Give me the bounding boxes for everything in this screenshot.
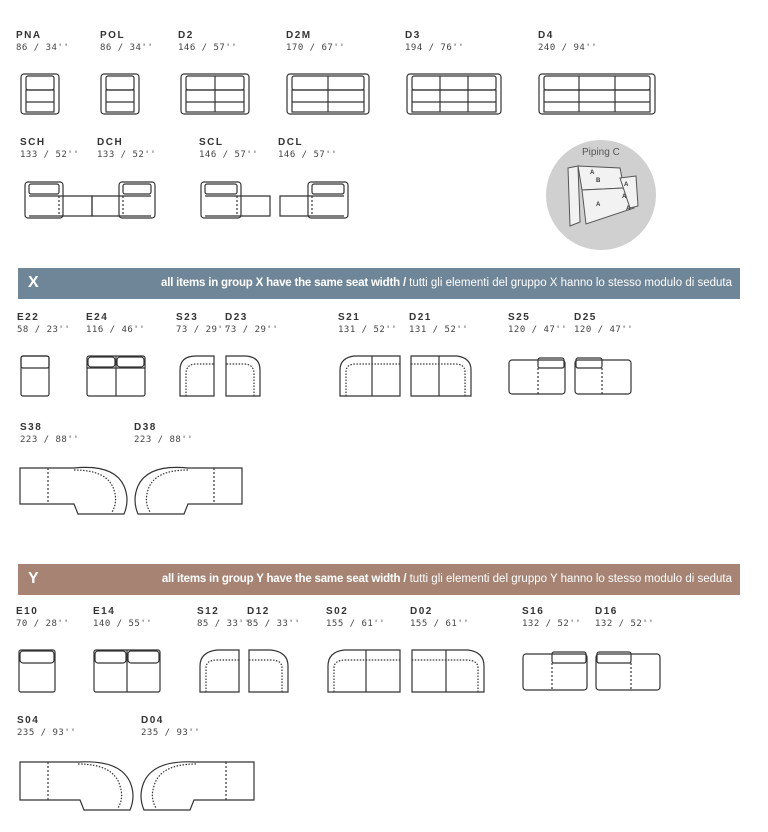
item-code: PNA [16,30,42,41]
item-d02 [410,606,469,630]
piping-label-a: A [626,206,631,212]
item-code: D38 [134,422,157,433]
item-code: SCH [20,137,46,148]
chaise-sch-dch-drawing [24,180,156,220]
group-description-normal: tutti gli elementi del gruppo Y hanno lo stesso modulo di seduta [406,573,732,585]
module-d12-drawing [247,648,291,694]
group-letter: X [28,274,39,291]
piping-title: Piping C [582,147,620,158]
item-dimension: 120 / 47'' [574,325,634,335]
piping-armchair-sketch [564,162,640,234]
piping-label-a: A [596,202,601,208]
item-s21 [338,312,397,336]
item-s12 [197,606,250,630]
item-code: DCL [278,137,304,148]
module-d21-drawing [409,354,473,398]
item-code: S25 [508,312,531,323]
sofa-d2m-drawing [286,72,370,116]
piping-label-a: A [622,194,627,200]
item-dimension: 73 / 29'' [225,325,279,335]
item-code: S23 [176,312,199,323]
sofa-d3-drawing [406,72,502,116]
group-y-header [18,564,740,595]
item-dcl [278,137,337,161]
item-code: D04 [141,715,164,726]
item-dimension: 86 / 34'' [16,43,70,53]
module-s21-drawing [338,354,402,398]
item-dimension: 85 / 33'' [197,619,251,629]
piping-detail-circle [546,140,656,250]
piping-label-b: B [596,178,601,184]
item-s38 [20,422,79,446]
piping-label-a: A [624,182,629,188]
item-d04 [141,715,200,739]
item-e22 [17,312,70,336]
item-dimension: 73 / 29'' [176,325,230,335]
item-pna [16,30,69,54]
item-code: D2M [286,30,312,41]
item-dimension: 133 / 52'' [20,150,80,160]
module-e22-drawing [20,354,50,398]
item-code: D4 [538,30,554,41]
item-code: S16 [522,606,545,617]
group-x-header [18,268,740,299]
item-code: D21 [409,312,432,323]
group-description-bold: all items in group X have the same seat width / [161,277,406,289]
item-dimension: 116 / 46'' [86,325,146,335]
module-e24-drawing [86,354,146,398]
item-d25 [574,312,633,336]
item-dimension: 146 / 57'' [278,150,338,160]
group-description [161,277,732,289]
module-d23-drawing [224,354,264,398]
item-code: S04 [17,715,40,726]
item-dimension: 85 / 33'' [247,619,301,629]
item-sch [20,137,79,161]
sofa-d4-drawing [538,72,656,116]
item-s16 [522,606,581,630]
armchair-pol-drawing [100,72,140,116]
item-dimension: 140 / 55'' [93,619,153,629]
item-d12 [247,606,300,630]
module-d02-drawing [410,648,486,694]
item-scl [199,137,258,161]
item-code: D3 [405,30,421,41]
item-dimension: 235 / 93'' [17,728,77,738]
item-dimension: 132 / 52'' [595,619,655,629]
item-code: E14 [93,606,116,617]
item-s02 [326,606,385,630]
item-dimension: 240 / 94'' [538,43,598,53]
module-s16-drawing [522,650,588,692]
group-letter: Y [28,570,39,587]
item-dimension: 86 / 34'' [100,43,154,53]
module-s12-drawing [197,648,241,694]
item-d2m [286,30,345,54]
item-d3 [405,30,464,54]
item-d23 [225,312,278,336]
module-s25-drawing [508,356,566,396]
item-dimension: 132 / 52'' [522,619,582,629]
item-dimension: 223 / 88'' [134,435,194,445]
item-code: S02 [326,606,349,617]
item-code: POL [100,30,126,41]
item-dimension: 146 / 57'' [199,150,259,160]
group-description-bold: all items in group Y have the same seat width / [161,573,407,585]
item-code: S12 [197,606,220,617]
item-e14 [93,606,152,630]
corner-s04-d04-drawing [18,756,256,814]
item-code: E22 [17,312,40,323]
item-s04 [17,715,76,739]
item-dch [97,137,156,161]
item-s23 [176,312,229,336]
item-code: D16 [595,606,618,617]
sofa-d2-drawing [180,72,250,116]
group-description-normal: tutti gli elementi del gruppo X hanno lo stesso modulo di seduta [405,277,732,289]
item-pol [100,30,153,54]
module-s02-drawing [326,648,402,694]
item-dimension: 131 / 52'' [338,325,398,335]
item-dimension: 70 / 28'' [16,619,70,629]
item-code: D25 [574,312,597,323]
item-dimension: 131 / 52'' [409,325,469,335]
item-d16 [595,606,654,630]
module-d25-drawing [574,356,632,396]
item-code: E24 [86,312,109,323]
item-code: D12 [247,606,270,617]
module-e10-drawing [18,648,56,694]
item-d21 [409,312,468,336]
item-dimension: 170 / 67'' [286,43,346,53]
module-s23-drawing [176,354,216,398]
item-d38 [134,422,193,446]
item-dimension: 155 / 61'' [326,619,386,629]
item-e10 [16,606,69,630]
item-dimension: 133 / 52'' [97,150,157,160]
module-d16-drawing [595,650,661,692]
item-dimension: 146 / 57'' [178,43,238,53]
item-dimension: 223 / 88'' [20,435,80,445]
item-code: S21 [338,312,361,323]
module-e14-drawing [93,648,161,694]
piping-label-a: A [590,170,595,176]
corner-s38-d38-drawing [18,460,244,518]
item-code: D23 [225,312,248,323]
item-dimension: 235 / 93'' [141,728,201,738]
item-code: S38 [20,422,43,433]
item-code: SCL [199,137,224,148]
item-code: D2 [178,30,194,41]
group-description [162,573,732,585]
item-dimension: 194 / 76'' [405,43,465,53]
item-dimension: 58 / 23'' [17,325,71,335]
item-code: D02 [410,606,433,617]
item-s25 [508,312,567,336]
item-code: E10 [16,606,39,617]
chaise-scl-dcl-drawing [200,180,350,220]
item-code: DCH [97,137,124,148]
armchair-pna-drawing [20,72,60,116]
item-d4 [538,30,597,54]
item-dimension: 155 / 61'' [410,619,470,629]
item-d2 [178,30,237,54]
item-dimension: 120 / 47'' [508,325,568,335]
item-e24 [86,312,145,336]
